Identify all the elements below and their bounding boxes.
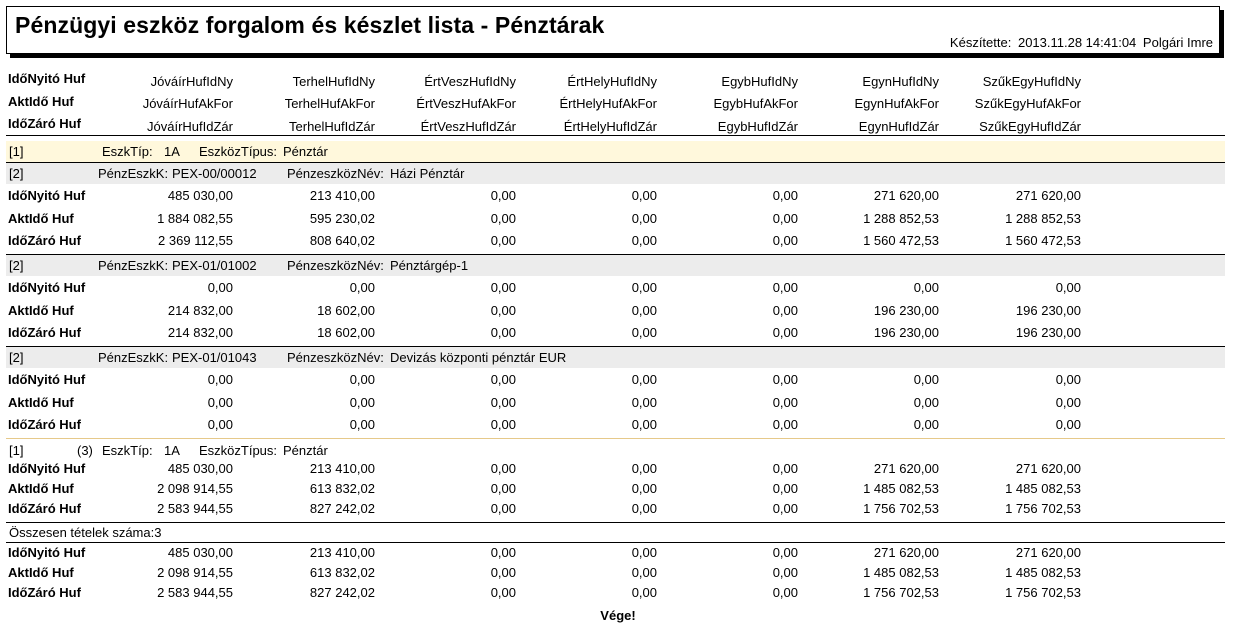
table-cell: 1 560 472,53: [1005, 233, 1081, 248]
band-value: Pénztárgép-1: [390, 258, 469, 273]
table-cell: 0,00: [772, 280, 798, 295]
table-cell: 0,00: [772, 325, 798, 340]
band-value: PEX-01/01002: [172, 258, 257, 273]
table-cell: 0,00: [207, 417, 233, 432]
table-cell: 827 242,02: [309, 501, 375, 516]
table-cell: 0,00: [349, 394, 375, 410]
table-cell: 0,00: [631, 585, 657, 600]
table-cell: 0,00: [772, 417, 798, 432]
row-label: IdőZáró Huf: [8, 585, 81, 600]
table-cell: 0,00: [631, 302, 657, 318]
table-cell: 1 485 082,53: [1005, 565, 1081, 580]
table-cell: 0,00: [207, 394, 233, 410]
table-cell: 0,00: [1055, 372, 1081, 387]
table-cell: 2 583 944,55: [157, 501, 233, 516]
table-cell: 196 230,00: [1015, 302, 1081, 318]
table-cell: 18 602,00: [317, 325, 375, 340]
table-cell: 0,00: [631, 372, 657, 387]
table-cell: 0,00: [349, 417, 375, 432]
table-cell: 18 602,00: [317, 302, 375, 318]
table-cell: 214 832,00: [167, 325, 233, 340]
table-cell: 271 620,00: [1015, 461, 1081, 476]
author-name: Polgári Imre: [1142, 35, 1213, 50]
table-cell: 0,00: [913, 394, 939, 410]
table-cell: 808 640,02: [309, 233, 375, 248]
table-cell: 213 410,00: [309, 545, 375, 560]
table-cell: 0,00: [772, 545, 798, 560]
table-cell: 0,00: [349, 372, 375, 387]
band-value: Pénztár: [283, 144, 328, 159]
group-band: [6, 141, 1225, 162]
table-cell: 613 832,02: [309, 565, 375, 580]
table-cell: 271 620,00: [873, 545, 939, 560]
table-cell: 0,00: [631, 417, 657, 432]
band-value: Devizás központi pénztár EUR: [390, 350, 567, 365]
table-cell: 0,00: [490, 233, 516, 248]
table-cell: 0,00: [913, 372, 939, 387]
column-header: ÉrtHelyHufIdNy: [567, 74, 657, 89]
column-header: ÉrtVeszHufIdNy: [424, 74, 516, 89]
band-value: Pénztár: [283, 443, 328, 458]
column-header: EgynHufAkFor: [854, 96, 939, 111]
band-key: PénzEszkK:: [98, 350, 169, 365]
table-cell: 0,00: [772, 461, 798, 476]
table-cell: 0,00: [490, 545, 516, 560]
table-cell: 271 620,00: [873, 461, 939, 476]
row-label: IdőNyitó Huf: [8, 461, 86, 476]
table-cell: 0,00: [631, 394, 657, 410]
asset-band: [6, 347, 1225, 368]
table-cell: 1 485 082,53: [863, 565, 939, 580]
table-cell: 2 098 914,55: [157, 481, 233, 496]
table-cell: 1 485 082,53: [863, 481, 939, 496]
table-cell: 1 288 852,53: [863, 210, 939, 226]
row-label: IdőZáró Huf: [8, 325, 81, 340]
table-cell: 214 832,00: [167, 302, 233, 318]
author-datetime: 2013.11.28 14:41:04: [1017, 35, 1137, 50]
table-cell: 485 030,00: [167, 188, 233, 203]
table-cell: 0,00: [490, 461, 516, 476]
table-cell: 271 620,00: [873, 188, 939, 203]
table-cell: 0,00: [631, 325, 657, 340]
table-cell: 0,00: [490, 280, 516, 295]
column-header: SzűkEgyHufIdNy: [982, 74, 1081, 89]
row-label: IdőNyitó Huf: [8, 545, 86, 560]
column-header: JóváírHufIdNy: [150, 74, 233, 89]
table-cell: 485 030,00: [167, 545, 233, 560]
column-header: JóváírHufAkFor: [142, 96, 233, 111]
row-label: IdőZáró Huf: [8, 501, 81, 516]
table-cell: 0,00: [631, 481, 657, 496]
table-cell: 213 410,00: [309, 461, 375, 476]
row-label: IdőZáró Huf: [8, 417, 81, 432]
band-key: PénzEszkK:: [98, 166, 169, 181]
table-cell: 0,00: [772, 233, 798, 248]
band-level: [2]: [9, 258, 24, 273]
table-cell: 2 583 944,55: [157, 585, 233, 600]
band-value: 1A: [164, 144, 180, 159]
total-separator: [6, 522, 1225, 523]
header-row-label: IdőNyitó Huf: [8, 71, 86, 86]
band-key: EszkTíp:: [102, 443, 153, 458]
table-cell: 0,00: [772, 302, 798, 318]
table-cell: 0,00: [772, 481, 798, 496]
column-header: EgynHufIdZár: [858, 119, 939, 134]
table-cell: 196 230,00: [873, 302, 939, 318]
column-header: ÉrtVeszHufAkFor: [416, 96, 516, 111]
band-key: EszközTípus:: [199, 443, 278, 458]
title-shadow: [10, 54, 1224, 58]
table-cell: 0,00: [913, 417, 939, 432]
column-header: EgynHufIdNy: [862, 74, 939, 89]
band-count: (3): [77, 443, 93, 458]
author-label: Készítette:: [949, 35, 1012, 50]
group-separator: [6, 438, 1225, 439]
band-value: 1A: [164, 443, 180, 458]
header-row-label: AktIdő Huf: [8, 94, 74, 109]
row-label: AktIdő Huf: [8, 565, 74, 580]
table-cell: 1 756 702,53: [863, 585, 939, 600]
row-label: IdőNyitó Huf: [8, 280, 86, 295]
row-label: AktIdő Huf: [8, 394, 74, 410]
table-cell: 0,00: [490, 501, 516, 516]
table-cell: 0,00: [772, 501, 798, 516]
band-key: EszközTípus:: [199, 144, 278, 159]
table-cell: 196 230,00: [873, 325, 939, 340]
total-separator: [6, 542, 1225, 543]
row-label: AktIdő Huf: [8, 481, 74, 496]
report-title-box: [6, 6, 1220, 54]
table-cell: 1 485 082,53: [1005, 481, 1081, 496]
table-cell: 0,00: [631, 461, 657, 476]
asset-band: [6, 255, 1225, 276]
band-key: PénzEszkK:: [98, 258, 169, 273]
table-cell: 1 288 852,53: [1005, 210, 1081, 226]
table-cell: 0,00: [772, 210, 798, 226]
row-label: IdőNyitó Huf: [8, 372, 86, 387]
author-line: [947, 35, 1213, 50]
table-cell: 196 230,00: [1015, 325, 1081, 340]
table-cell: 0,00: [772, 394, 798, 410]
table-cell: 0,00: [631, 280, 657, 295]
table-cell: 0,00: [772, 188, 798, 203]
table-cell: 2 098 914,55: [157, 565, 233, 580]
table-cell: 0,00: [631, 565, 657, 580]
table-cell: 213 410,00: [309, 188, 375, 203]
end-label: Vége!: [600, 608, 636, 623]
band-value: PEX-00/00012: [172, 166, 257, 181]
row-label: AktIdő Huf: [8, 210, 74, 226]
table-cell: 595 230,02: [309, 210, 375, 226]
column-header: ÉrtVeszHufIdZár: [420, 119, 516, 134]
band-value: Házi Pénztár: [390, 166, 465, 181]
table-cell: 271 620,00: [1015, 188, 1081, 203]
table-cell: 0,00: [490, 394, 516, 410]
table-cell: 0,00: [490, 417, 516, 432]
table-cell: 0,00: [1055, 394, 1081, 410]
table-cell: 0,00: [490, 372, 516, 387]
table-cell: 0,00: [631, 501, 657, 516]
table-cell: 1 560 472,53: [863, 233, 939, 248]
table-cell: 1 756 702,53: [863, 501, 939, 516]
band-key: PénzeszközNév:: [287, 258, 384, 273]
column-header: TerhelHufAkFor: [284, 96, 375, 111]
group-band: [6, 440, 1225, 461]
column-header: ÉrtHelyHufAkFor: [559, 96, 657, 111]
table-cell: 0,00: [490, 481, 516, 496]
header-row-label: IdőZáró Huf: [8, 116, 81, 131]
table-cell: 827 242,02: [309, 585, 375, 600]
band-level: [2]: [9, 166, 24, 181]
table-cell: 0,00: [490, 585, 516, 600]
table-cell: 1 884 082,55: [157, 210, 233, 226]
table-cell: 0,00: [772, 565, 798, 580]
column-header: EgybHufIdNy: [721, 74, 798, 89]
column-header: ÉrtHelyHufIdZár: [563, 119, 657, 134]
table-cell: 0,00: [631, 233, 657, 248]
total-count-label: Összesen tételek száma:3: [9, 525, 162, 540]
table-cell: 0,00: [631, 210, 657, 226]
column-header: EgybHufIdZár: [717, 119, 798, 134]
column-header: TerhelHufIdNy: [292, 74, 375, 89]
band-level: [1]: [9, 443, 24, 458]
row-label: IdőNyitó Huf: [8, 188, 86, 203]
table-cell: 0,00: [490, 188, 516, 203]
band-value: PEX-01/01043: [172, 350, 257, 365]
table-cell: 0,00: [631, 188, 657, 203]
report-title: Pénzügyi eszköz forgalom és készlet lista - Pénztárak: [15, 12, 605, 38]
asset-band: [6, 163, 1225, 184]
column-header: TerhelHufIdZár: [289, 119, 375, 134]
column-header: SzűkEgyHufAkFor: [974, 96, 1081, 111]
column-header: EgybHufAkFor: [713, 96, 798, 111]
table-cell: 0,00: [490, 565, 516, 580]
band-level: [2]: [9, 350, 24, 365]
column-header: SzűkEgyHufIdZár: [979, 119, 1081, 134]
table-cell: 0,00: [207, 280, 233, 295]
table-cell: 2 369 112,55: [158, 233, 233, 248]
table-cell: 0,00: [913, 280, 939, 295]
table-cell: 0,00: [1055, 280, 1081, 295]
table-cell: 0,00: [207, 372, 233, 387]
column-header: JóváírHufIdZár: [147, 119, 233, 134]
table-cell: 271 620,00: [1015, 545, 1081, 560]
table-cell: 0,00: [631, 545, 657, 560]
table-cell: 0,00: [772, 585, 798, 600]
title-shadow: [1220, 10, 1224, 58]
band-key: PénzeszközNév:: [287, 166, 384, 181]
table-cell: 1 756 702,53: [1005, 585, 1081, 600]
table-cell: 613 832,02: [309, 481, 375, 496]
table-cell: 0,00: [490, 325, 516, 340]
table-cell: 0,00: [1055, 417, 1081, 432]
row-label: AktIdő Huf: [8, 302, 74, 318]
header-separator: [6, 135, 1225, 136]
table-cell: 1 756 702,53: [1005, 501, 1081, 516]
table-cell: 0,00: [349, 280, 375, 295]
table-cell: 485 030,00: [167, 461, 233, 476]
table-cell: 0,00: [772, 372, 798, 387]
row-label: IdőZáró Huf: [8, 233, 81, 248]
table-cell: 0,00: [490, 210, 516, 226]
band-level: [1]: [9, 144, 24, 159]
table-cell: 0,00: [490, 302, 516, 318]
band-key: PénzeszközNév:: [287, 350, 384, 365]
band-key: EszkTíp:: [102, 144, 153, 159]
